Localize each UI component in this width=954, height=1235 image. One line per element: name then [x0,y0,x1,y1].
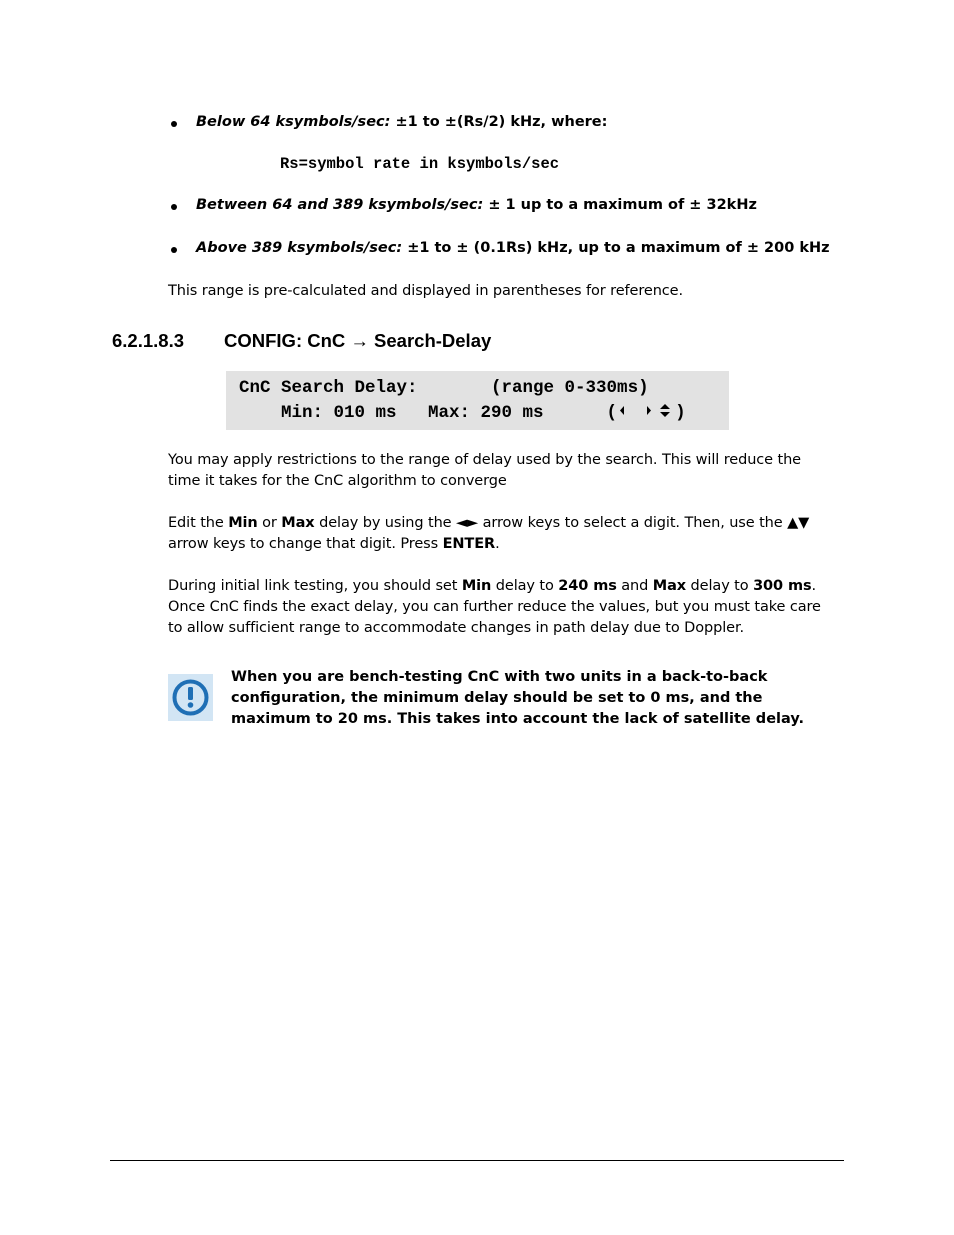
text: During initial link testing, you should set [168,578,462,594]
text: . Once CnC finds the exact delay, you can further reduce the values, but you must take care to allow sufficient range to accommodate changes in path delay due to Doppler. [168,578,821,636]
text: . [495,536,500,552]
emphasis: Max [652,578,687,594]
emphasis: Min [461,578,492,594]
text: delay to [686,578,754,594]
bullet-lead: Above 389 ksymbols/sec: [196,240,403,256]
lcd-line-2 [239,402,686,423]
bullet-lead: Below 64 ksymbols/sec: [196,114,391,130]
note-text: When you are bench-testing CnC with two units in a back-to-back configuration, the minimum delay should be set to 0 ms, and the maximum to 20 ms. This takes into account the lack of satellite delay. [231,669,804,727]
paragraph-link-testing [168,576,836,639]
arrow-keys-icon [617,402,675,420]
paragraph-restrictions: You may apply restrictions to the range of delay used by the search. This will reduce the time it takes for the CnC algorithm to converge [168,452,801,489]
section-title-part: Search-Delay [368,330,492,351]
section-number: 6.2.1.8.3 [112,330,185,351]
lcd-display [226,371,729,430]
footer-divider [110,1160,844,1161]
bullet-item [196,197,757,213]
emphasis: 240 ms [558,578,617,594]
bullet-rest: ±1 to ± (0.1Rs) kHz, up to a maximum of ± 200 kHz [402,240,830,256]
section-heading [112,330,491,352]
lcd-line-2-end: ) [675,403,686,423]
text: or [257,515,282,531]
bullet-dot [171,247,177,253]
text: delay to [491,578,559,594]
emphasis: Max [281,515,315,531]
bullet-rest: ± 1 up to a maximum of ± 32kHz [483,197,757,213]
emphasis: ENTER [442,536,496,552]
emphasis: Min [228,515,258,531]
bullet-dot [171,121,177,127]
emphasis: 300 ms [753,578,812,594]
lcd-line-1: CnC Search Delay: (range 0-330ms) [239,378,649,398]
bullet-rest: ±1 to ±(Rs/2) kHz, where: [390,114,608,130]
text: and [616,578,653,594]
bullet-dot [171,204,177,210]
exclamation-circle-icon [168,674,213,721]
section-title-part: CONFIG: CnC [224,330,351,351]
arrow-right-icon: → [350,330,369,351]
bullet-item [196,240,830,256]
note-icon-box [168,674,213,721]
text: Edit the [168,515,229,531]
bullet-lead: Between 64 and 389 ksymbols/sec: [196,197,484,213]
formula: Rs=symbol rate in ksymbols/sec [280,155,560,173]
paragraph-edit-instructions [168,513,818,555]
range-note: This range is pre-calculated and displayed in parentheses for reference. [168,283,683,299]
text: delay by using the ◄► arrow keys to select a digit. Then, use the ▲▼ arrow keys to change that digit. Press [168,515,810,552]
lcd-line-2-text: Min: 010 ms Max: 290 ms ( [239,403,618,423]
bullet-item [196,114,607,130]
